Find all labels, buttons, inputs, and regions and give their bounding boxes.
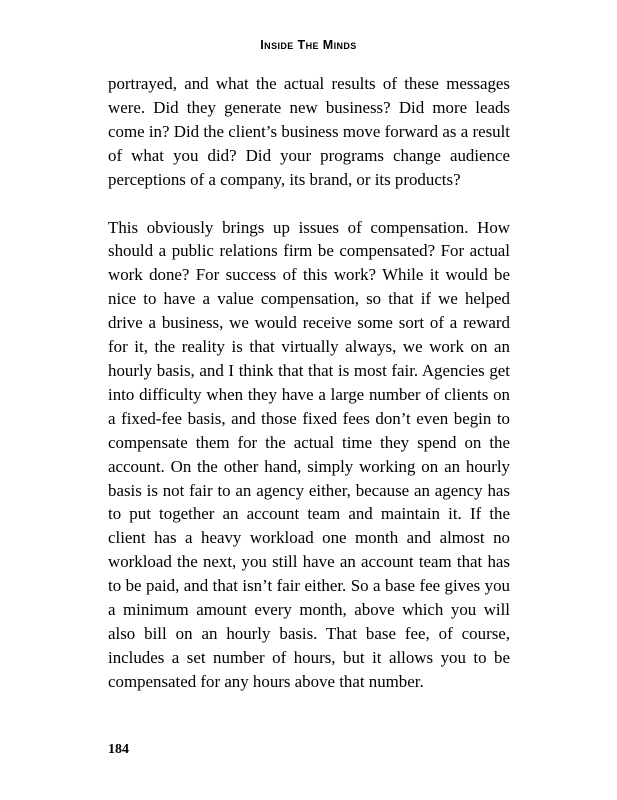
running-head-title: Inside The Minds bbox=[260, 38, 357, 52]
paragraph-2: This obviously brings up issues of compensation. How should a public relations firm be compensated? For actual work done? For success of this work? While it would be nice to have a value compensation, so that if we helped drive a business, we would receive some sort of a reward for it, the reality is that virtually always, we work on an hourly basis, and I think that that is most fair. Agencies get into difficulty when they have a large number of clients on a fixed-fee basis, and those fixed fees don’t even begin to compensate them for the actual time they spend on the account. On the other hand, simply working on an hourly basis is not fair to an agency either, because an agency has to put together an account team and maintain it. If the client has a heavy workload one month and almost no workload the next, you still have an account team that has to be paid, and that isn’t fair either. So a base fee gives you a minimum amount every month, above which you will also bill on an hourly basis. That base fee, of course, includes a set number of hours, but it allows you to be compensated for any hours above that number. bbox=[108, 217, 510, 691]
body-text bbox=[108, 72, 510, 694]
page-number: 184 bbox=[108, 742, 129, 757]
paragraph-1: portrayed, and what the actual results of these messages were. Did they generate new business? Did more leads come in? Did the client’s business move forward as a result of what you did? Did your programs change audience perceptions of a company, its brand, or its products? bbox=[108, 74, 510, 189]
